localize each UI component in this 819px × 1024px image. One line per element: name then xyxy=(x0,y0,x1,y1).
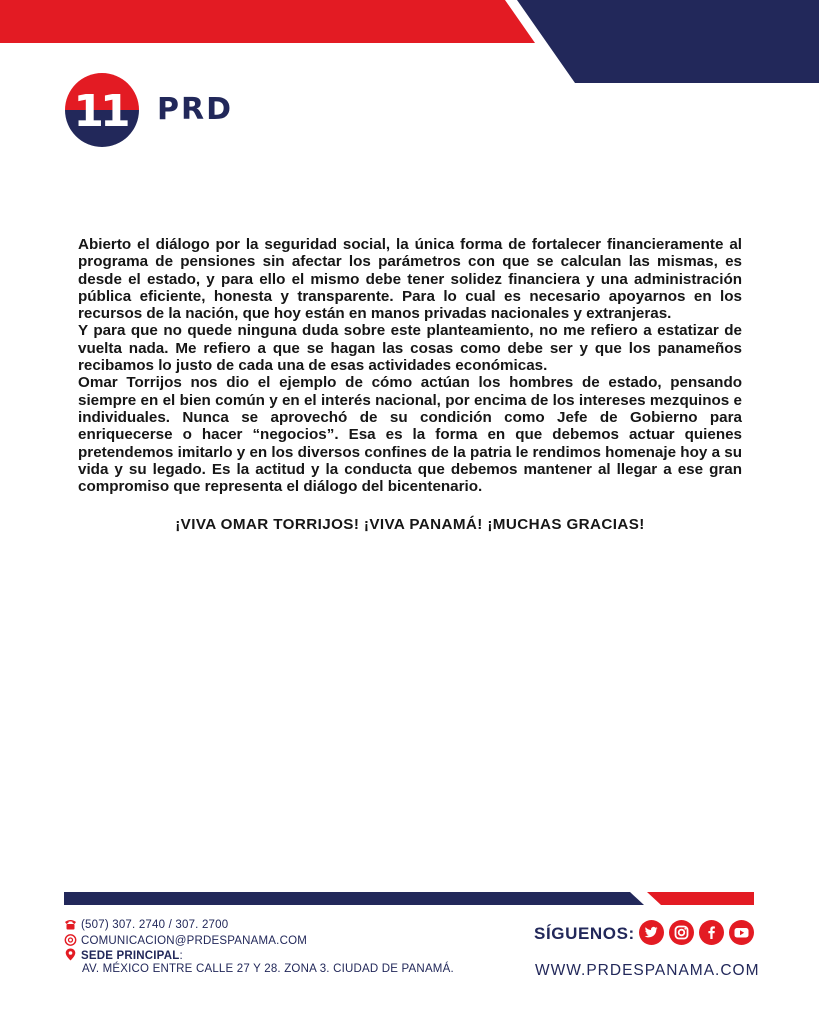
paragraph: Omar Torrijos nos dio el ejemplo de cómo actúan los hombres de estado, pensando siempre en el bien común y en el interés nacional, por encima de los intereses mezquinos e individuales. Nunca se aprovechó de su condición como Jefe de Gobierno para enriquecerse o hacer “negocios”. Esa es la forma en que debemos actuar quienes pretendemos imitarlo y en los diversos confines de la patria le rendimos homenaje hoy a su vida y su legado. Es la actitud y la conducta que debemos mantener al llegar a ese gran compromiso que representa el diálogo del bicentenario. xyxy=(78,374,742,496)
prd-logo xyxy=(64,72,140,148)
twitter-icon[interactable] xyxy=(639,920,664,945)
website-link[interactable]: WWW.PRDESPANAMA.COM xyxy=(535,962,760,979)
footer-decoration xyxy=(64,892,754,906)
follow-label: SÍGUENOS: xyxy=(534,924,635,943)
location-pin-icon xyxy=(64,948,77,961)
letter-body xyxy=(78,236,742,495)
paragraph: Y para que no quede ninguna duda sobre este planteamiento, no me refiero a estatizar de vuelta nada. Me refiero a que se hagan las cosas como debe ser y que los panameños recibamos lo justo de cada una de esas actividades económicas. xyxy=(78,322,742,375)
paragraph: Abierto el diálogo por la seguridad social, la única forma de fortalecer financieramente al programa de pensiones sin afectar los parámetros con que se calculan las mismas, es desde el estado, y para ello el mismo debe tener solidez financiera y una administración pública eficiente, honesta y transparente. Para lo cual es necesario apoyarnos en los recursos de la nación, que hoy están en manos privadas nacionales y extranjeras. xyxy=(78,236,742,323)
logo-number: 11 xyxy=(73,86,127,137)
hq-address: AV. MÉXICO ENTRE CALLE 27 Y 28. ZONA 3. CIUDAD DE PANAMÁ. xyxy=(82,963,454,975)
header-navy-bar xyxy=(517,0,819,83)
facebook-icon[interactable] xyxy=(699,920,724,945)
header-red-bar xyxy=(0,0,535,43)
instagram-icon[interactable] xyxy=(669,920,694,945)
hq-colon: : xyxy=(179,950,183,962)
youtube-icon[interactable] xyxy=(729,920,754,945)
phone-number: (507) 307. 2740 / 307. 2700 xyxy=(81,919,229,931)
email-icon xyxy=(64,934,77,946)
contact-phone xyxy=(64,919,228,931)
email-address[interactable]: COMUNICACION@PRDESPANAMA.COM xyxy=(81,935,307,947)
footer-red-bar xyxy=(647,892,754,905)
contact-hq xyxy=(64,948,183,962)
footer-navy-bar xyxy=(64,892,644,905)
closing-line: ¡VIVA OMAR TORRIJOS! ¡VIVA PANAMÁ! ¡MUCHAS GRACIAS! xyxy=(175,516,645,533)
hq-label: SEDE PRINCIPAL xyxy=(81,950,180,962)
phone-icon xyxy=(64,919,77,930)
contact-email xyxy=(64,934,307,947)
brand-name: PRD xyxy=(157,92,233,127)
